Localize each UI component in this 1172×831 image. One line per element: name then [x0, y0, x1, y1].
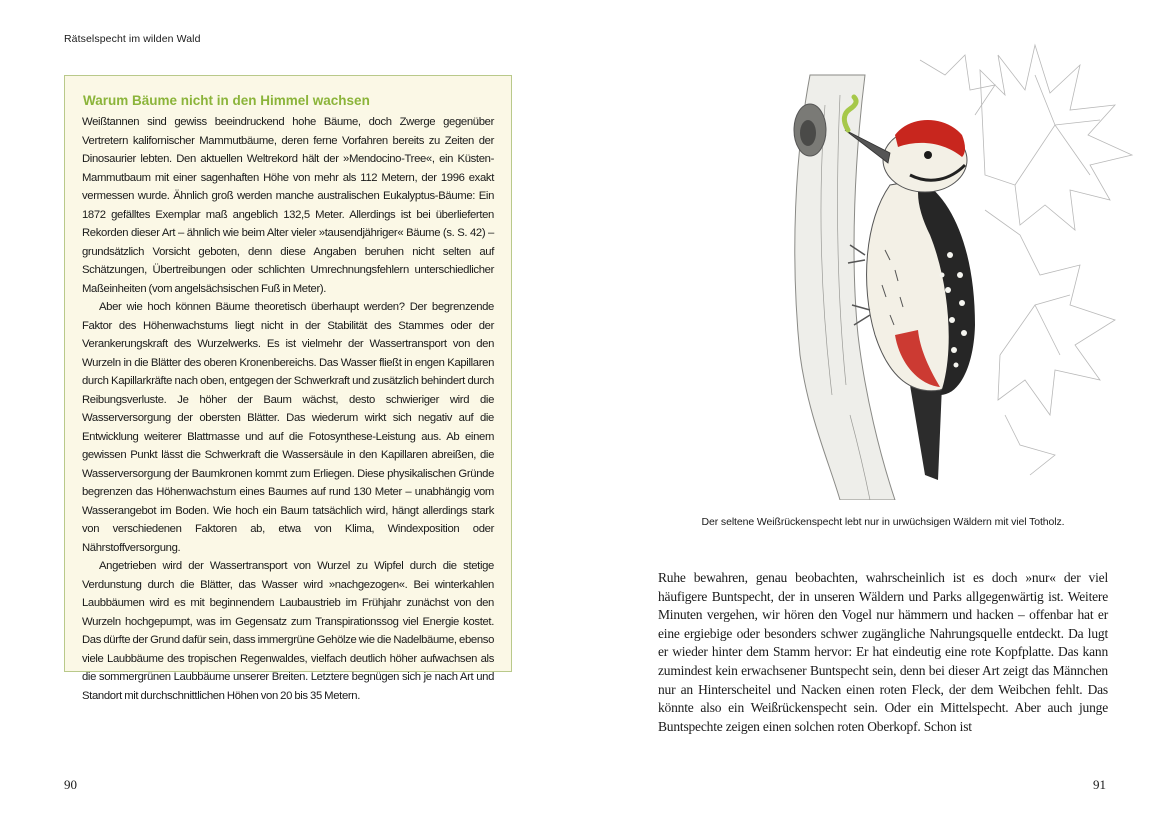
figure-caption: Der seltene Weißrückenspecht lebt nur in urwüchsigen Wäldern mit viel Totholz. [701, 516, 1065, 528]
info-paragraph: Angetrieben wird der Wassertransport von Wurzel zu Wipfel durch die stetige Verdunstung durch die Blätter, das Wasser wird »nachgezogen«. Bei winterkahlen Laubbäumen wird es mit beginnendem Laubaustrieb im Frühjahr zunächst von den Wurzeln hochgepumpt, was im Gegensatz zum Transpirationssog viel Energie kostet. Das dürfte der Grund dafür sein, dass immergrüne Gehölze wie die Nadelbäume, ebenso viele Laubbäume des tropischen Regenwaldes, vielfach deutlich höher aufwachsen als die sommergrünen Laubbäume unserer Breiten. Letztere begnügen sich je nach Art und Standort mit durchschnittlichen Höhen von 20 bis 35 Metern. [82, 560, 494, 702]
info-box [64, 75, 512, 702]
running-head: Rätselspecht im wilden Wald [64, 33, 201, 45]
info-box-text [82, 113, 494, 705]
info-paragraph: Weißtannen sind gewiss beeindruckend hohe Bäume, doch Zwerge gegenüber Vertretern kalifornischer Mammutbäume, deren ferne Vorfahren bereits zu Zeiten der Dinosaurier lebten. Den aktuellen Weltrekord hält der »Mendocino-Tree«, ein Küsten-Mammutbaum mit einer sagenhaften Höhe von mehr als 112 Metern, der 1996 exakt vermessen wurde. Ähnlich groß werden manche australischen Eukalyptus-Bäume: Ein 1872 gefälltes Exemplar maß angeblich 132,5 Meter. Allerdings ist bei überlieferten Rekorden dieser Art – ähnlich wie beim Alter vieler »tausendjähriger« Bäume (s. S. 42) – grundsätzlich Vorsicht geboten, denn diese Angaben beruhen nicht selten auf Schätzungen, Übertreibungen oder schlichten Umrechnungsfehlern unterschiedlicher Maßeinheiten (vom angelsächsischen Fuß in Meter). [82, 116, 494, 295]
body-text: Ruhe bewahren, genau beobachten, wahrscheinlich ist es doch »nur« der viel häufigere Buntspecht, der in unseren Wäldern und Parks allgegenwärtig ist. Weitere Minuten vergehen, wir hören den Vogel nur hämmern und hacken – offenbar hat er eine ergiebige oder besonders schwer zugängliche Nahrungsquelle entdeckt. Da lugt er wieder hinter dem Stamm hervor: Er hat eindeutig eine rote Kopfplatte. Das kann zumindest kein erwachsener Buntspecht sein, denn bei dieser Art zeigt das Männchen nur an Hinterscheitel und Nacken einen roten Fleck, der dem Weibchen fehlt. Das könnte also ein Weißrückenspecht sein. Oder ein Mittelspecht. Aber auch junge Buntspechte zeigen einen solchen roten Oberkopf. Schon ist [658, 570, 1108, 734]
info-box-title: Warum Bäume nicht in den Himmel wachsen [83, 93, 370, 108]
info-paragraph: Aber wie hoch können Bäume theoretisch überhaupt werden? Der begrenzende Faktor des Höhenwachstums liegt nicht in der Stabilität des Stammes oder der Verankerungskraft des Wurzelwerks. Es ist vielmehr der Wassertransport von den Wurzeln in die Blätter des oberen Kronenbereichs. Das Wasser fließt in engen Kapillaren durch Kapillarkräfte nach oben, entgegen der Schwerkraft und zusätzlich behindert durch Reibungsverluste. Je höher der Baum wächst, desto schwieriger wird die Wasserversorgung der obersten Blätter. Das wiederum wirkt sich negativ auf die Entwicklung weiterer Blattmasse und auf die Fotosynthese-Leistung aus. Ab einem gewissen Punkt lässt die Schwerkraft die Wassersäule in den Kapillaren abreißen, die Wasserversorgung der Baumkronen kommt zum Erliegen. Diese physikalischen Gründe begrenzen das Höhenwachstum eines Baumes auf rund 130 Meter – unabhängig vom Wasserangebot im Boden. Wie hoch ein Baum tatsächlich wird, hängt allerdings stark von verschiedenen Faktoren ab, etwa von Klima, Windexposition oder Nährstoffversorgung. [82, 301, 494, 554]
page-number-left: 90 [64, 777, 77, 792]
page-number-right: 91 [1093, 777, 1106, 792]
woodpecker-illustration [770, 35, 1140, 500]
